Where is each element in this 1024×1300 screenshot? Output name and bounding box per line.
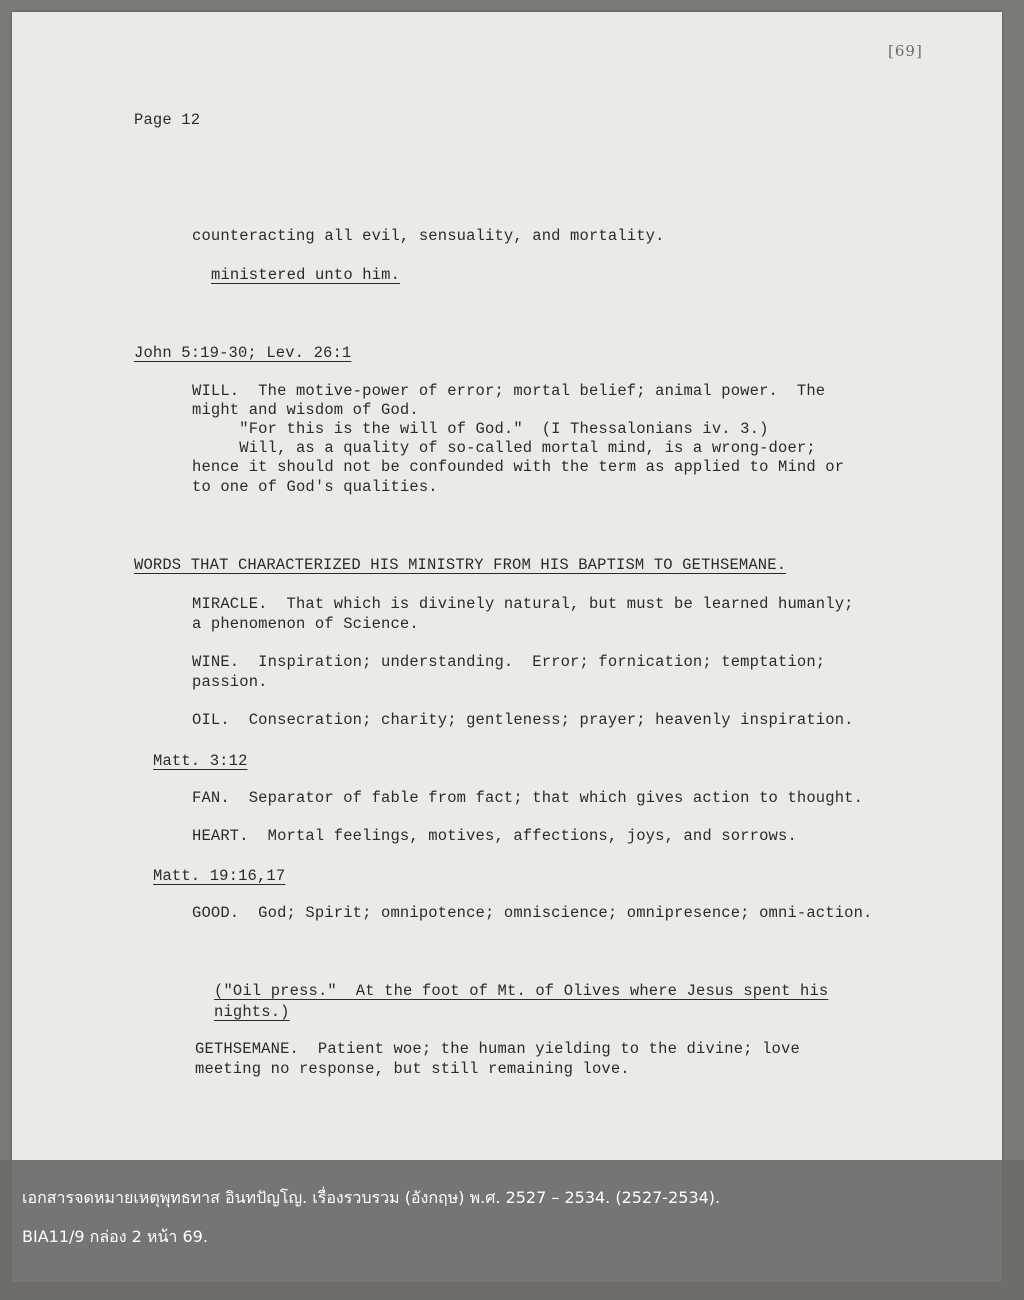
text-line: "For this is the will of God." (I Thessalonians iv. 3.) [192,420,769,438]
text-line-counteracting: counteracting all evil, sensuality, and mortality. [192,227,665,245]
archive-caption [0,1160,1024,1300]
fan-definition: FAN. Separator of fable from fact; that which gives action to thought. [192,789,864,807]
text-line: passion. [192,673,268,691]
oil-definition: OIL. Consecration; charity; gentleness; prayer; heavenly inspiration. [192,711,854,729]
heading-words: WORDS THAT CHARACTERIZED HIS MINISTRY FROM HIS BAPTISM TO GETHSEMANE. [134,556,787,574]
page-label: Page 12 [134,111,201,129]
text-line: ("Oil press." At the foot of Mt. of Olives where Jesus spent his [214,982,829,1000]
text-line: to one of God's qualities. [192,478,438,496]
text-line: a phenomenon of Science. [192,615,419,633]
archive-page-number: [69] [888,42,923,60]
text-line: hence it should not be confounded with the term as applied to Mind or [192,458,845,476]
heart-definition: HEART. Mortal feelings, motives, affections, joys, and sorrows. [192,827,797,845]
reference-john: John 5:19-30; Lev. 26:1 [134,344,352,362]
text-line: nights.) [214,1003,290,1021]
document-page [12,12,1002,1282]
text-line: WILL. The motive-power of error; mortal belief; animal power. The [192,382,826,400]
reference-matt-19: Matt. 19:16,17 [153,867,286,885]
text-line: GETHSEMANE. Patient woe; the human yielding to the divine; love [195,1040,800,1058]
good-definition: GOOD. God; Spirit; omnipotence; omniscience; omnipresence; omni-action. [192,904,873,922]
caption-title: เอกสารจดหมายเหตุพุทธทาส อินทปัญโญ. เรื่องรวบรวม (อังกฤษ) พ.ศ. 2527 – 2534. (2527-2534). [22,1188,721,1207]
text-line: WINE. Inspiration; understanding. Error; fornication; temptation; [192,653,826,671]
heading-ministered: ministered unto him. [211,266,401,284]
text-line: Will, as a quality of so-called mortal mind, is a wrong-doer; [192,439,816,457]
text-line: meeting no response, but still remaining love. [195,1060,630,1078]
text-line: MIRACLE. That which is divinely natural, but must be learned humanly; [192,595,854,613]
reference-matt-3: Matt. 3:12 [153,752,248,770]
caption-reference: BIA11/9 กล่อง 2 หน้า 69. [22,1227,208,1246]
text-line: might and wisdom of God. [192,401,419,419]
